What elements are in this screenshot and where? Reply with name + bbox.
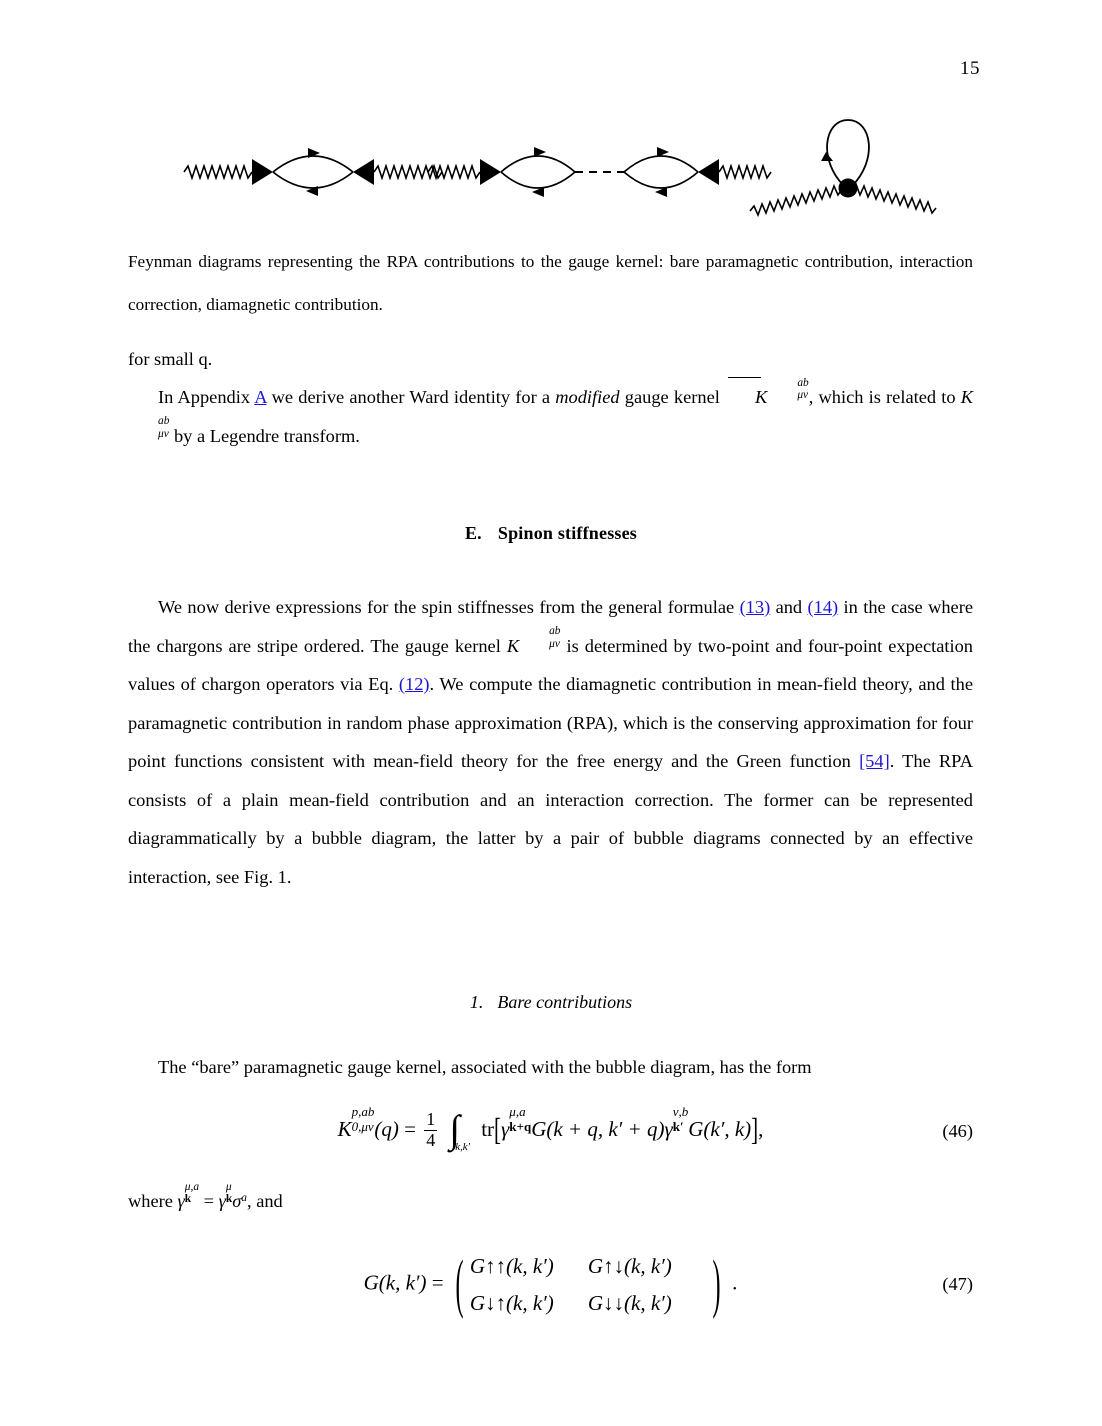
appendix-text-before: In Appendix <box>158 387 255 407</box>
section-heading-spinon-stiffnesses <box>0 523 1102 544</box>
equation-47-tag: (47) <box>942 1274 973 1294</box>
where-text: where <box>128 1191 178 1211</box>
paragraph-main <box>128 588 973 896</box>
matrix-row-1 <box>470 1248 706 1285</box>
main-text-6: . The RPA consists of a plain mean-field contribution and an interaction correction. The former can be represented diagrammatically by a bubble diagram, the latter by a pair of bubble diagrams connected by an effective interaction, see Fig. 1. <box>128 751 974 887</box>
matrix-cell-21: G↓↑(k, k′) <box>469 1290 554 1315</box>
paragraph-bare-wrap <box>128 1048 973 1087</box>
propagator-top-left-bubble <box>501 156 575 172</box>
sigma-symbol: σ <box>232 1191 242 1211</box>
propagator-bottom <box>273 172 353 188</box>
eq46-bracket-close: ] <box>751 1110 759 1147</box>
kernel-main-indices: ab μν <box>549 625 561 650</box>
paragraph-bare-kernel <box>128 1048 973 1087</box>
propagator-top-right-bubble <box>624 156 698 172</box>
matrix-cell-22: G↓↓(k, k′) <box>587 1290 672 1315</box>
eq46-bracket-open: [ <box>494 1110 502 1147</box>
figure-caption-text: Feynman diagrams representing the RPA contributions to the gauge kernel: bare paramagnetic contribution, interaction correction, diamagnetic contribution. <box>128 252 973 314</box>
appendix-text-mid1: we derive another Ward identity for a <box>266 387 556 407</box>
main-text-4: is determined by two-point and four-point expectation values of chargon operators via Eq. <box>128 635 974 694</box>
page-number: 15 <box>960 58 980 79</box>
paragraph-main-wrap <box>128 588 973 896</box>
matrix-cell-12: G↑↓(k, k′) <box>587 1253 672 1278</box>
eq46-equals: = <box>404 1116 416 1141</box>
eq47-period: . <box>732 1270 738 1295</box>
paragraph-appendix <box>128 378 973 455</box>
eq47-lhs: G(k, k′) <box>363 1270 427 1295</box>
eq46-G2: G(k′, k) <box>688 1116 752 1141</box>
vertex-dot <box>839 179 858 198</box>
eq46-frac-numerator: 1 <box>426 1109 436 1130</box>
where-tail: , and <box>247 1191 283 1211</box>
kernel-2-symbol: K <box>960 387 974 407</box>
subsection-heading-bare-contributions <box>0 992 1102 1013</box>
section-title: Spinon stiffnesses <box>497 523 638 543</box>
wavy-line-left <box>750 186 842 215</box>
eq46-gamma1: γ <box>501 1116 510 1141</box>
kernel-bar-symbol: K <box>725 378 767 417</box>
vertex-triangle-left <box>252 159 273 185</box>
eq46-G1: G(k + q, k′ + q) <box>531 1116 665 1141</box>
figure-caption <box>128 240 973 326</box>
eq46-trace: tr <box>481 1116 495 1141</box>
main-text-3: in the case where the chargons are stripe ordered. The gauge kernel <box>128 597 974 656</box>
equation-47-body <box>363 1244 738 1322</box>
equation-47-row <box>128 1232 973 1337</box>
eq47-matrix <box>470 1248 706 1322</box>
diagram-interaction-correction <box>428 147 771 197</box>
paragraph-for-small-q-wrap <box>128 340 973 379</box>
vertex-triangle-right <box>353 159 374 185</box>
eq46-comma: , <box>758 1116 764 1141</box>
main-text-5: . We compute the diamagnetic contribution in mean-field theory, and the paramagnetic contribution in random phase approximation (RPA), which is the conserving approximation for four point functions consistent with mean-field theory for the free energy and the Green function <box>128 674 973 771</box>
math-kernel-bar <box>725 376 809 407</box>
diagram-diamagnetic-tadpole <box>750 120 936 215</box>
main-text-1: We now derive expressions for the spin stiffnesses from the general formulae <box>158 597 740 617</box>
main-text-2: and <box>770 597 808 617</box>
paragraph-appendix-wrap <box>128 378 973 455</box>
wavy-line-right <box>852 184 936 213</box>
appendix-text-after-kernel: , which is related to <box>808 387 961 407</box>
eq46-arg: (q) <box>374 1116 399 1141</box>
gamma-1-indices: μ,a k <box>184 1180 200 1206</box>
kernel-bar-indices: ab μν <box>797 376 809 402</box>
paragraph-where-gamma <box>128 1182 973 1221</box>
appendix-emph-modified: modified <box>555 387 620 407</box>
kernel-main-symbol: K <box>506 635 520 656</box>
paragraph-for-small-q <box>128 340 973 379</box>
subsection-title: Bare contributions <box>497 992 633 1012</box>
gamma-2-indices: μ k <box>225 1180 233 1206</box>
eq46-gamma2-indices: ν,b k′ <box>672 1104 689 1134</box>
matrix-paren-left: ( <box>455 1244 464 1321</box>
math-gamma-1 <box>177 1180 200 1211</box>
matrix-paren-right: ) <box>712 1244 721 1321</box>
citation-54-link[interactable]: [54] <box>859 751 890 771</box>
math-kernel-main <box>506 625 561 656</box>
appendix-text-mid2: gauge kernel <box>619 387 726 407</box>
where-equals: = <box>199 1191 219 1211</box>
math-gamma-2 <box>218 1180 233 1211</box>
for-small-q-text: for small q. <box>128 349 213 369</box>
eq46-frac-denominator: 4 <box>426 1129 436 1150</box>
wavy-line-right <box>719 166 771 178</box>
vertex-triangle-right <box>698 159 719 185</box>
matrix-row-2 <box>470 1285 706 1322</box>
eq47-equals: = <box>431 1270 444 1295</box>
propagator-bottom-right-bubble <box>624 172 698 188</box>
subsection-number: 1. <box>469 992 484 1012</box>
bare-kernel-text: The “bare” paramagnetic gauge kernel, associated with the bubble diagram, has the form <box>158 1057 812 1077</box>
matrix-cell-11: G↑↑(k, k′) <box>469 1253 554 1278</box>
math-sigma <box>232 1191 247 1211</box>
eq46-K-indices: p,ab 0,μν <box>351 1104 375 1134</box>
eq46-fraction <box>424 1110 437 1150</box>
gamma-1-symbol: γ <box>177 1191 185 1211</box>
eq47-matrix-wrap <box>449 1244 727 1322</box>
eq-ref-12-link[interactable]: (12) <box>398 674 430 694</box>
tadpole-loop <box>827 120 869 186</box>
eq46-K: K <box>337 1116 352 1141</box>
equation-46-tag: (46) <box>942 1120 973 1141</box>
vertex-triangle-left <box>480 159 501 185</box>
eq-ref-14-link[interactable]: (14) <box>807 597 839 617</box>
paragraph-where-wrap <box>128 1182 973 1221</box>
equation-46-row <box>128 1096 973 1166</box>
kernel-2-indices: ab μν <box>158 415 170 440</box>
propagator-bottom-left-bubble <box>501 172 575 188</box>
eq-ref-13-link[interactable]: (13) <box>739 597 771 617</box>
appendix-a-link[interactable]: A <box>254 387 267 407</box>
wavy-line-left <box>184 166 252 178</box>
eq46-gamma2: γ <box>664 1116 673 1141</box>
propagator-top <box>273 156 353 172</box>
section-number: E. <box>464 523 482 543</box>
integral-sign-icon: ∫ <box>449 1108 461 1152</box>
eq46-gamma1-indices: μ,a k+q <box>509 1104 532 1134</box>
arrow-loop <box>821 152 833 161</box>
eq46-integral <box>449 1108 475 1154</box>
sigma-superscript: a <box>241 1191 247 1204</box>
eq46-integral-limits: k,k′ <box>455 1141 471 1154</box>
diagram-bare-paramagnetic-bubble <box>184 148 442 196</box>
figure-1-feynman-diagrams <box>122 112 980 222</box>
equation-46-body <box>337 1104 764 1154</box>
gamma-2-symbol: γ <box>218 1191 226 1211</box>
appendix-text-tail: by a Legendre transform. <box>169 425 360 446</box>
